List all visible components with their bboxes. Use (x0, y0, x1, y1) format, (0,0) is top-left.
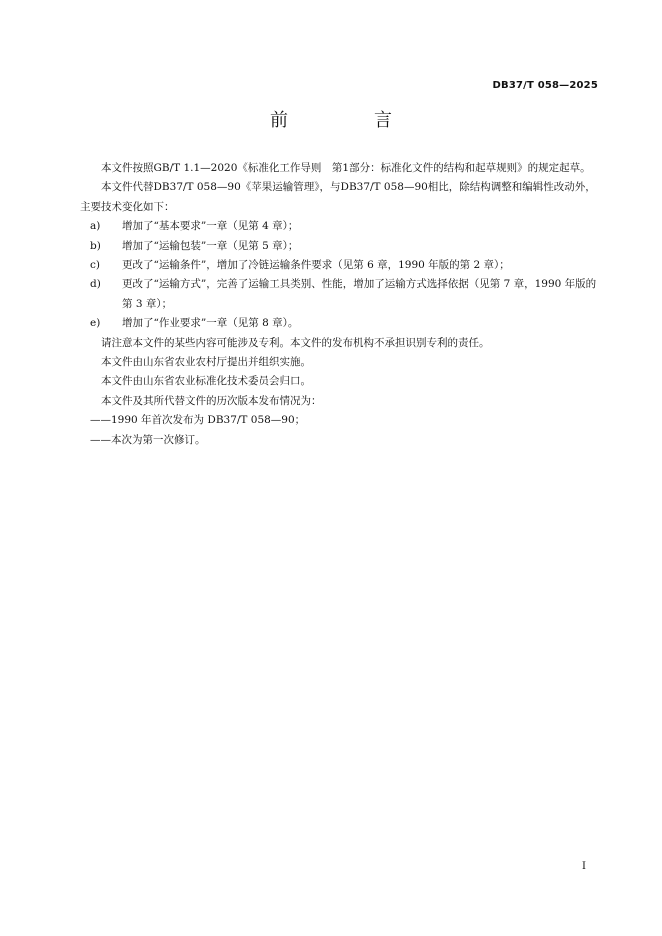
list-item-text: 增加了“运输包装”一章（见第 5 章）； (122, 239, 299, 252)
list-item-text: 增加了“作业要求”一章（见第 8 章）。 (122, 317, 299, 330)
list-item-text: 更改了“运输条件”，增加了冷链运输条件要求（见第 6 章，1990 年版的第 2 章）； (122, 259, 510, 272)
page-title: 前 言 (270, 110, 426, 131)
list-item (80, 275, 598, 314)
paragraph-proposer: 本文件由山东省农业农村厅提出并组织实施。 (101, 356, 311, 369)
list-item (80, 217, 598, 236)
paragraph-patent-notice: 请注意本文件的某些内容可能涉及专利。本文件的发布机构不承担识别专利的责任。 (101, 336, 490, 349)
paragraph-centralized: 本文件由山东省农业标准化技术委员会归口。 (101, 375, 311, 388)
list-item-text: 更改了“运输方式”，完善了运输工具类别、性能，增加了运输方式选择依据（见第 7 章，1990 年版的第 3 章）； (122, 278, 597, 310)
list-item (80, 237, 598, 256)
list-marker: e) (90, 317, 101, 330)
list-marker: c) (90, 259, 100, 272)
paragraph-history-intro: 本文件及其所代替文件的历次版本发布情况为： (101, 394, 322, 407)
paragraph-drafting-basis: 本文件按照GB/T 1.1—2020《标准化工作导则 第1部分：标准化文件的结构和起草规则》的规定起草。 (101, 162, 591, 174)
list-marker: a) (90, 220, 101, 233)
list-item (80, 256, 598, 275)
page-number: I (582, 861, 586, 872)
list-item-text: 增加了“基本要求”一章（见第 4 章）； (122, 220, 299, 233)
list-item (80, 314, 598, 333)
history-item: ——1990 年首次发布为 DB37/T 058—90； (90, 414, 306, 427)
history-item: ——本次为第一次修订。 (90, 433, 206, 446)
standard-code: DB37/T 058—2025 (492, 80, 598, 91)
list-marker: d) (90, 278, 101, 291)
list-marker: b) (90, 239, 101, 252)
document-body (80, 159, 598, 450)
paragraph-replacement: 本文件代替DB37/T 058—90《苹果运输管理》，与DB37/T 058—90相比，除结构调整和编辑性改动外，主要技术变化如下： (80, 181, 596, 213)
